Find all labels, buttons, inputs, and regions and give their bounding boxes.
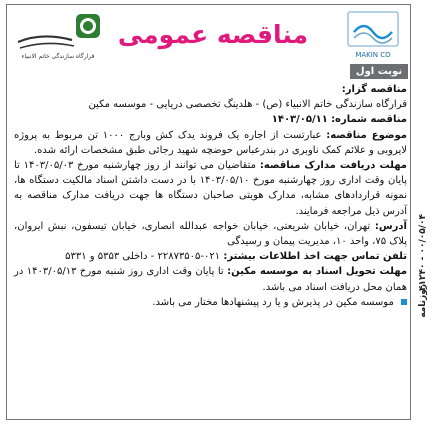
delivery-deadline-label: مهلت تحویل اسناد به موسسه مکین:: [227, 266, 408, 278]
receipt-deadline-line: [14, 158, 407, 219]
logo-left-caption: قرارگاه سازندگی خاتم الانبیاء: [21, 53, 95, 60]
receipt-deadline-value: متقاضیان می توانند از روز چهارشنبه مورخ ۱۴۰۳/۰۵/۰۳ تا پایان وقت اداری روز چهارشنبه مورخ ۱۴۰۳/۰۵/۱۰ با در دست داشتن اسناد مالکیت دستگاه ها، نمونه قراردادهای مشابه، مدارک هویتی صاحبان دستگاه ها جهت دریافت مدارک مناقصه به آدرس ذیل مراجعه فرمایند.: [14, 160, 407, 217]
tender-number-label: مناقصه شماره:: [331, 114, 407, 126]
receipt-deadline-label: مهلت دریافت مدارک مناقصه:: [259, 160, 407, 172]
delivery-deadline-line: [14, 264, 407, 294]
delivery-deadline-value: تا پایان وقت اداری روز شنبه مورخ ۱۴۰۳/۰۵/۱۳ در همان محل دریافت اسناد می باشد.: [14, 266, 407, 293]
phone-value: ۰۲۱-۲۲۸۷۳۵۰۵ - داخلی ۵۳۵۳ و ۵۳۳۱: [65, 251, 221, 263]
page-title: مناقصه عمومی: [117, 20, 309, 49]
subject-value: عبارتست از اجاره یک فروند یدک کش وبارج ۱۰۰۰ تن مربوط به پروژه لایروبی و علائم کمک ناوبری در بندرعباس حوضچه شهید رجائی طبق مشخصات ارائه شده.: [14, 129, 407, 156]
subject-label: موضوع مناقصه:: [326, 129, 407, 141]
note-line: [14, 295, 407, 310]
tenderer-label: مناقصه گزار:: [341, 84, 407, 95]
phone-label: تلفن تماس جهت اخذ اطلاعات بیشتر:: [223, 251, 407, 263]
newspaper-sidebar: [414, 4, 432, 420]
tenderer-line: [14, 82, 407, 97]
ad-header: [8, 6, 408, 60]
tender-number-value: ۱۴۰۳/۰۵/۱۱: [271, 114, 328, 126]
khatam-logo: [12, 12, 104, 60]
sidebar-label: روزنامه: [418, 284, 428, 318]
note-text: موسسه مکین در پذیرش و یا رد پیشنهادها مختار می باشد.: [152, 296, 394, 308]
sidebar-code: ۰۰/۰۵/۰۴ - ۴۱۲۴۰: [418, 214, 428, 292]
round-badge: نوبت اول: [350, 64, 408, 79]
square-bullet-icon: [401, 299, 407, 305]
phone-line: [14, 249, 407, 264]
ad-body: [14, 82, 407, 310]
address-line: [14, 219, 407, 249]
address-label: آدرس:: [374, 220, 407, 232]
address-value: تهران، خیابان شریعتی، خیابان خواجه عبدالله انصاری، خیابان تیسفون، نبش ایروان، پلاک ۷۵، واحد ۱۰، مدیریت پیمان و رسیدگی: [14, 220, 407, 248]
makin-logo: [340, 10, 406, 62]
tenderer-value: قرارگاه سازندگی خاتم الانبیاء (ص) - هلدینگ تخصصی دریایی - موسسه مکین: [88, 99, 407, 111]
logo-right-caption: MAKIN CO: [355, 51, 391, 59]
tender-number-line: [14, 112, 407, 127]
subject-line: [14, 128, 407, 158]
